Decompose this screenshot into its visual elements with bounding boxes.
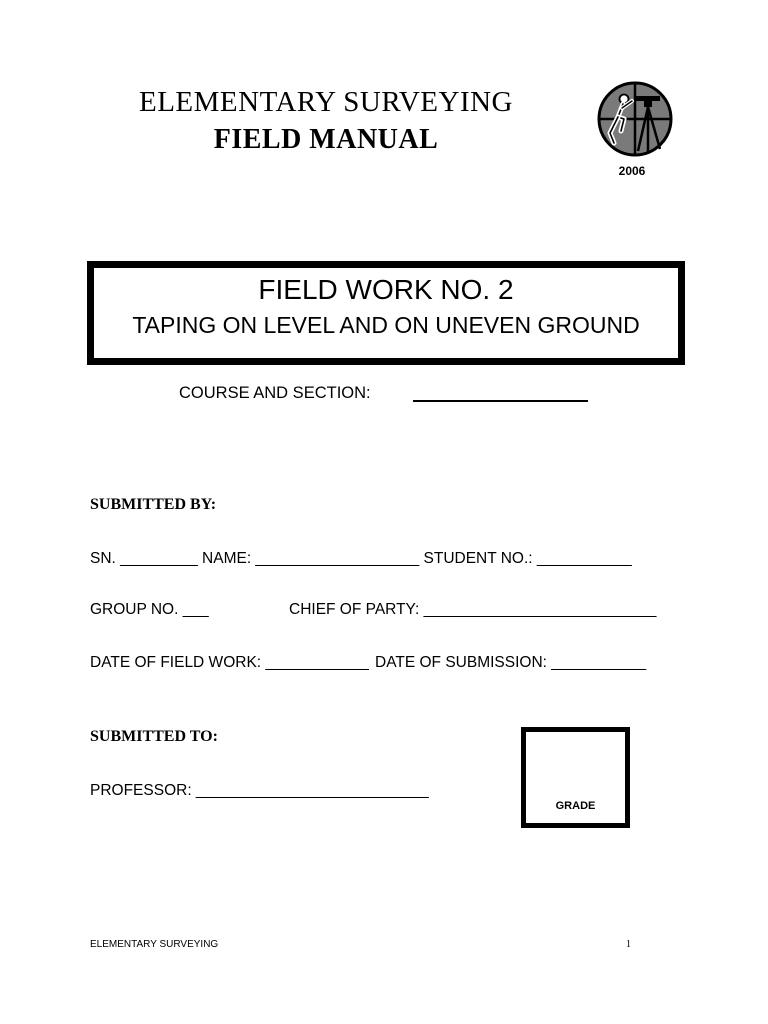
course-section-label: COURSE AND SECTION: — [179, 384, 371, 402]
submitted-by-heading: SUBMITTED BY: — [90, 496, 217, 513]
date-of-field-work-field[interactable]: DATE OF FIELD WORK: ____________ — [90, 654, 369, 671]
page-number: 1 — [626, 939, 631, 950]
document-title: ELEMENTARY SURVEYING — [138, 86, 513, 118]
professor-field[interactable]: PROFESSOR: ___________________________ — [90, 782, 429, 799]
fieldwork-title-box — [87, 261, 685, 365]
surveyor-tripod-emblem-icon — [596, 79, 674, 159]
grade-box[interactable] — [521, 727, 630, 828]
footer-title: ELEMENTARY SURVEYING — [90, 939, 219, 950]
chief-of-party-field[interactable]: CHIEF OF PARTY: ___________________________ — [289, 601, 657, 618]
grade-label: GRADE — [555, 800, 596, 812]
sn-name-student-no-fields[interactable]: SN. _________ NAME: ___________________ STUDENT NO.: ___________ — [90, 550, 632, 567]
date-of-submission-field[interactable]: DATE OF SUBMISSION: ___________ — [375, 654, 647, 671]
course-section-blank[interactable] — [413, 400, 588, 402]
submitted-to-heading: SUBMITTED TO: — [90, 728, 218, 745]
document-subtitle: FIELD MANUAL — [213, 124, 439, 155]
fieldwork-subtitle: TAPING ON LEVEL AND ON UNEVEN GROUND — [132, 312, 640, 338]
logo-year: 2006 — [618, 164, 646, 178]
group-no-field[interactable]: GROUP NO. ___ — [90, 601, 209, 618]
fieldwork-number: FIELD WORK NO. 2 — [258, 274, 514, 305]
